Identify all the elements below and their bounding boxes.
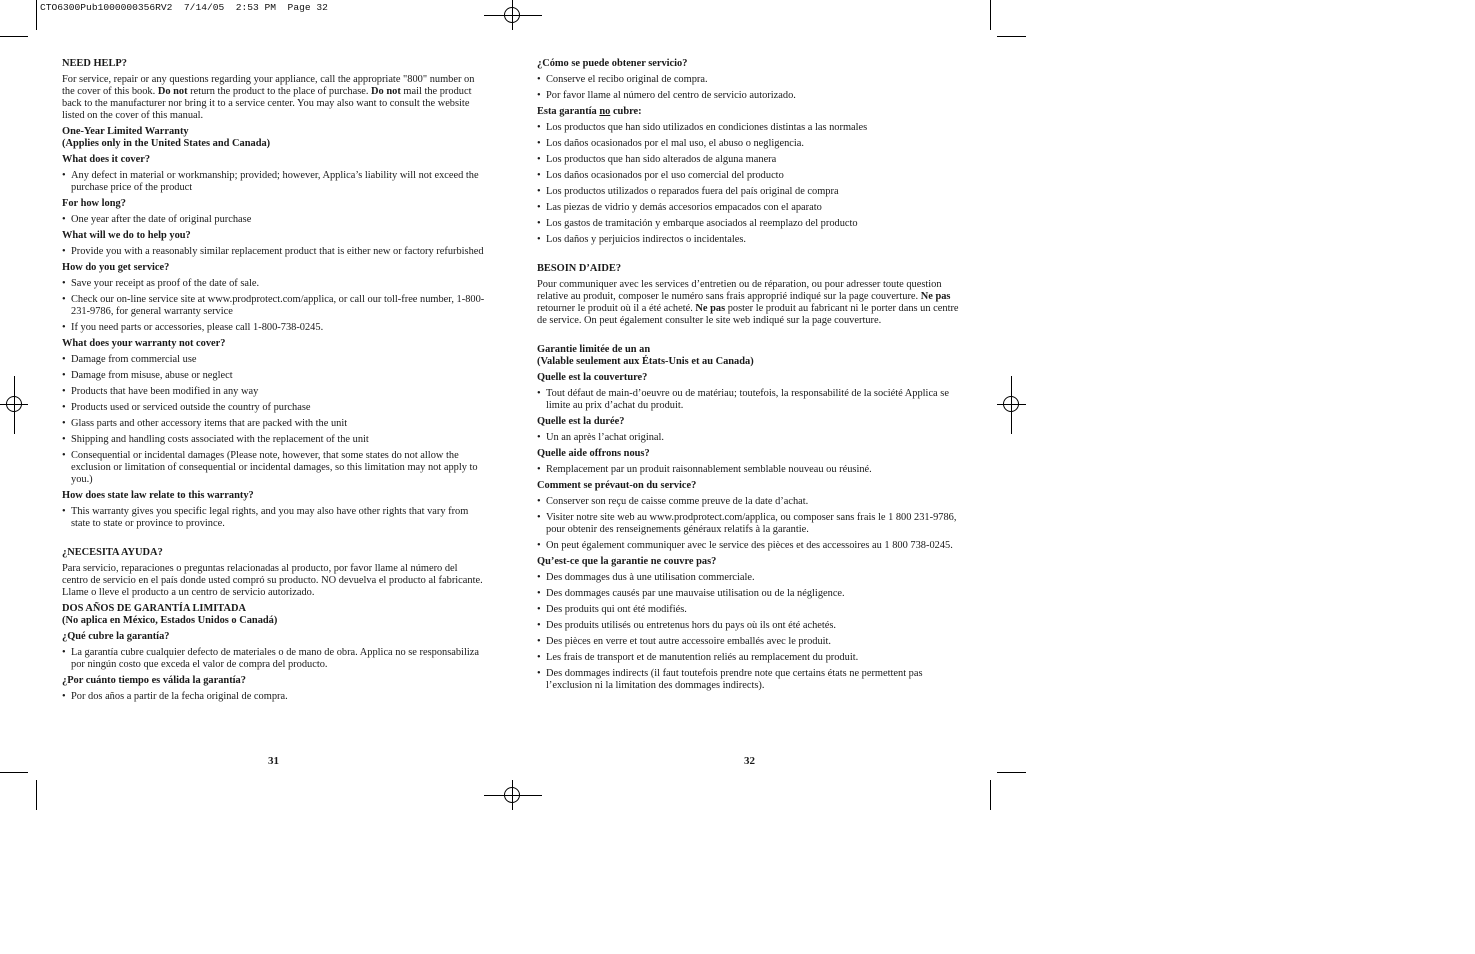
list-item: • If you need parts or accessories, please call 1-800-738-0245. [62, 322, 486, 334]
list-item: • Any defect in material or workmanship; provided; however, Applica’s liability will not exceed the purchase price of the product [62, 170, 486, 194]
en-question-cover: What does it cover? [62, 154, 151, 165]
en-how-long-list [62, 214, 486, 226]
list-item: • Los daños y perjuicios indirectos o incidentales. [537, 234, 961, 246]
list-item: • Des dommages causés par une mauvaise utilisation ou de la négligence. [537, 588, 961, 600]
list-item: • Los gastos de tramitación y embarque asociados al reemplazo del producto [537, 218, 961, 230]
fr-question-help: Quelle aide offrons nous? [537, 448, 650, 459]
fr-how-long-list [537, 432, 961, 444]
list-item: • Tout défaut de main-d’oeuvre ou de matériau; toutefois, la responsabilité de la société Applica se limite au prix d’achat du produit. [537, 388, 961, 412]
list-item: • Check our on-line service site at www.prodprotect.com/applica, or call our toll-free number, 1-800-231-9786, for general warranty service [62, 294, 486, 318]
en-warranty-subtitle: (Applies only in the United States and Canada) [62, 138, 271, 149]
fr-cover-list [537, 388, 961, 412]
crop-mark [990, 0, 991, 30]
crop-mark [0, 772, 28, 773]
crop-mark [36, 780, 37, 810]
registration-circle-icon [1003, 396, 1019, 412]
list-item: • Los daños ocasionados por el mal uso, el abuso o negligencia. [537, 138, 961, 150]
en-question-not-cover: What does your warranty not cover? [62, 338, 226, 349]
list-item: • Save your receipt as proof of the date of sale. [62, 278, 486, 290]
list-item: • Des produits qui ont été modifiés. [537, 604, 961, 616]
list-item: • Por dos años a partir de la fecha original de compra. [62, 691, 486, 703]
es-need-help-heading: ¿NECESITA AYUDA? [62, 547, 163, 558]
fr-help-list [537, 464, 961, 476]
en-service-list [62, 278, 486, 334]
list-item: • Des produits utilisés ou entretenus hors du pays où ils ont été achetés. [537, 620, 961, 632]
fr-service-list [537, 496, 961, 552]
registration-circle-icon [504, 7, 520, 23]
fr-not-cover-list [537, 572, 961, 692]
fr-intro-paragraph: Pour communiquer avec les services d’entretien ou de réparation, ou pour adresser toute question relative au produit, composer le numéro sans frais approprié indiqué sur la page couverture. Ne pas retourner le produit où il a été acheté. Ne pas poster le produit au fabricant ni le porter dans un centre de service. On peut également consulter le site web indiqué sur la page couverture. [537, 279, 959, 326]
fr-question-cover: Quelle est la couverture? [537, 372, 648, 383]
list-item: • Las piezas de vidrio y demás accesorios empacados con el aparato [537, 202, 961, 214]
list-item: • Los daños ocasionados por el uso comercial del producto [537, 170, 961, 182]
page-number: 32 [744, 755, 755, 767]
fr-question-how-long: Quelle est la durée? [537, 416, 625, 427]
en-question-service: How do you get service? [62, 262, 170, 273]
es-not-cover-heading: Esta garantía no cubre: [537, 106, 642, 117]
left-page-content [62, 58, 486, 707]
list-item: • Des pièces en verre et tout autre accessoire emballés avec le produit. [537, 636, 961, 648]
fr-warranty-subtitle: (Valable seulement aux États-Unis et au Canada) [537, 356, 754, 367]
list-item: • La garantía cubre cualquier defecto de materiales o de mano de obra. Applica no se responsabiliza por ningún costo que exceda el valor de compra del producto. [62, 647, 486, 671]
list-item: • Visiter notre site web au www.prodprotect.com/applica, ou composer sans frais le 1 800 231-9786, pour obtenir des renseignements généraux relatifs à la garantie. [537, 512, 961, 536]
en-warranty-title: One-Year Limited Warranty [62, 126, 189, 137]
right-page-content [537, 58, 961, 696]
es-cover-list [62, 647, 486, 671]
es-how-long-list [62, 691, 486, 703]
list-item: • Un an après l’achat original. [537, 432, 961, 444]
list-item: • Remplacement par un produit raisonnablement semblable nouveau ou réusiné. [537, 464, 961, 476]
list-item: • Por favor llame al número del centro de servicio autorizado. [537, 90, 961, 102]
list-item: • Provide you with a reasonably similar replacement product that is either new or factory refurbished [62, 246, 486, 258]
en-state-law-list [62, 506, 486, 530]
en-cover-list [62, 170, 486, 194]
list-item: • Des dommages indirects (il faut toutefois prendre note que certains états ne permettent pas l’exclusion ni la limitation des dommages indirects). [537, 668, 961, 692]
list-item: • One year after the date of original purchase [62, 214, 486, 226]
en-help-list [62, 246, 486, 258]
en-need-help-heading: NEED HELP? [62, 58, 127, 69]
list-item: • Conserve el recibo original de compra. [537, 74, 961, 86]
es-warranty-subtitle: (No aplica en México, Estados Unidos o Canadá) [62, 615, 278, 626]
crop-mark [990, 780, 991, 810]
registration-circle-icon [6, 396, 22, 412]
list-item: • Shipping and handling costs associated with the replacement of the unit [62, 434, 486, 446]
en-question-how-long: For how long? [62, 198, 126, 209]
crop-mark [997, 36, 1026, 37]
es-question-cover: ¿Qué cubre la garantía? [62, 631, 170, 642]
list-item: • Los productos utilizados o reparados fuera del país original de compra [537, 186, 961, 198]
list-item: • On peut également communiquer avec le service des pièces et des accessoires au 1 800 738-0245. [537, 540, 961, 552]
page-number: 31 [268, 755, 279, 767]
list-item: • Les frais de transport et de manutention reliés au remplacement du produit. [537, 652, 961, 664]
list-item: • Los productos que han sido alterados de alguna manera [537, 154, 961, 166]
en-intro-paragraph: For service, repair or any questions regarding your appliance, call the appropriate "800" number on the cover of this book. Do not return the product to the place of purchase. Do not mail the product back to the manufacturer nor bring it to a service center. You may also want to consult the website listed on the cover of this manual. [62, 74, 475, 121]
es-intro-paragraph: Para servicio, reparaciones o preguntas relacionadas al producto, por favor llame al número del centro de servicio en el país donde usted compró su producto. NO devuelva el producto al fabricante. Llame o lleve el producto a un centro de servicio autorizado. [62, 563, 483, 598]
list-item: • Los productos que han sido utilizados en condiciones distintas a las normales [537, 122, 961, 134]
es-warranty-title: DOS AÑOS DE GARANTÍA LIMITADA [62, 603, 246, 614]
crop-mark [36, 0, 37, 30]
en-question-state-law: How does state law relate to this warranty? [62, 490, 254, 501]
print-slug-line: CTO6300Pub1000000356RV2 7/14/05 2:53 PM Page 32 [40, 2, 328, 13]
list-item: • Damage from misuse, abuse or neglect [62, 370, 486, 382]
es-question-service: ¿Cómo se puede obtener servicio? [537, 58, 688, 69]
es-not-cover-list [537, 122, 961, 246]
registration-circle-icon [504, 787, 520, 803]
en-question-help: What will we do to help you? [62, 230, 191, 241]
crop-mark [0, 36, 28, 37]
list-item: • Consequential or incidental damages (Please note, however, that some states do not allow the exclusion or limitation of consequential or incidental damages, so this limitation may not apply to you.) [62, 450, 486, 486]
en-not-cover-list [62, 354, 486, 486]
list-item: • Products used or serviced outside the country of purchase [62, 402, 486, 414]
es-question-how-long: ¿Por cuánto tiempo es válida la garantía? [62, 675, 246, 686]
list-item: • This warranty gives you specific legal rights, and you may also have other rights that vary from state to state or province to province. [62, 506, 486, 530]
list-item: • Damage from commercial use [62, 354, 486, 366]
fr-question-not-cover: Qu’est-ce que la garantie ne couvre pas? [537, 556, 717, 567]
fr-question-service: Comment se prévaut-on du service? [537, 480, 697, 491]
list-item: • Conserver son reçu de caisse comme preuve de la date d’achat. [537, 496, 961, 508]
fr-warranty-title: Garantie limitée de un an [537, 344, 651, 355]
fr-need-help-heading: BESOIN D’AIDE? [537, 263, 622, 274]
list-item: • Glass parts and other accessory items that are packed with the unit [62, 418, 486, 430]
list-item: • Products that have been modified in any way [62, 386, 486, 398]
es-service-list [537, 74, 961, 102]
crop-mark [997, 772, 1026, 773]
list-item: • Des dommages dus à une utilisation commerciale. [537, 572, 961, 584]
